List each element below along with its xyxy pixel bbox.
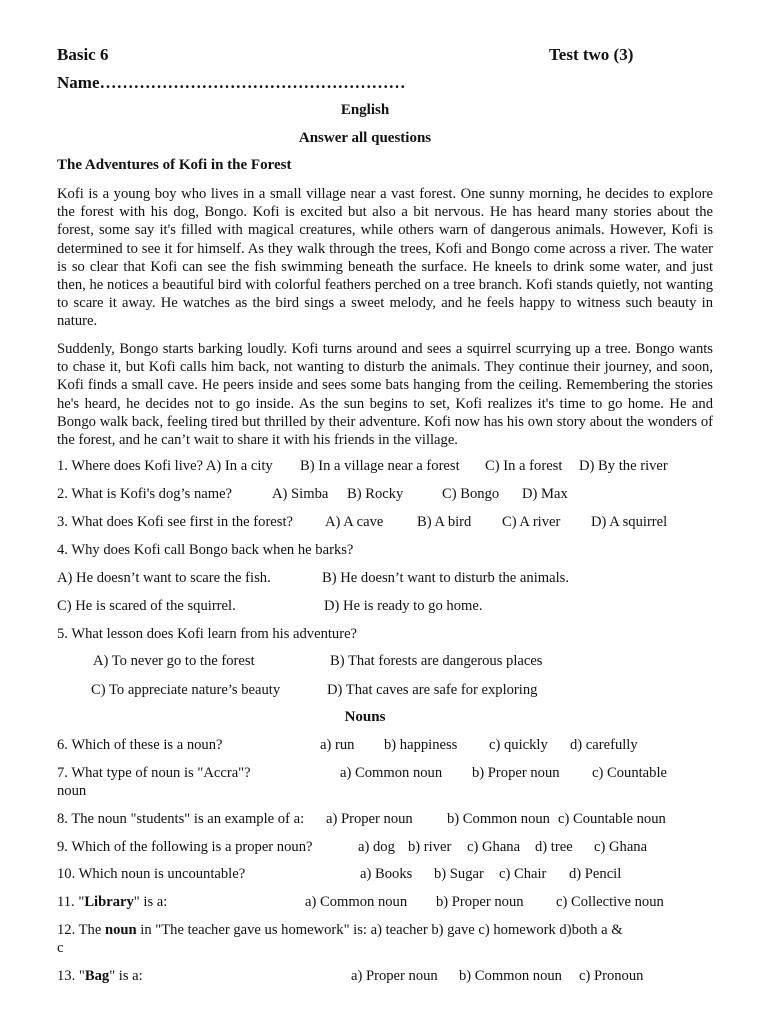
question-3-option-a: A) A cave	[325, 514, 384, 530]
instruction-heading: Answer all questions	[298, 130, 432, 146]
question-9-stem: 9. Which of the following is a proper noun?	[57, 839, 313, 855]
question-5-option-b: B) That forests are dangerous places	[330, 653, 543, 669]
question-7-option-c: c) Countable	[592, 765, 667, 781]
question-12-post: in "The teacher gave us homework" is: a) teacher b) gave c) homework d)both a &	[136, 922, 623, 938]
question-2-option-d: D) Max	[522, 486, 568, 502]
question-1-option-d: D) By the river	[579, 458, 668, 474]
question-3-option-b: B) A bird	[417, 514, 472, 530]
story-title: The Adventures of Kofi in the Forest	[57, 157, 292, 173]
question-6-option-b: b) happiness	[384, 737, 458, 753]
question-4-option-b: B) He doesn’t want to disturb the animals.	[322, 570, 569, 586]
question-11-stem	[57, 894, 167, 911]
question-9-option-a: a) dog	[358, 839, 395, 855]
question-13-option-a: a) Proper noun	[351, 968, 438, 984]
question-12-stem	[57, 922, 623, 939]
question-8-stem: 8. The noun "students" is an example of a:	[57, 811, 305, 827]
name-line: Name………………………………………………	[57, 73, 406, 92]
question-1-option-b: B) In a village near a forest	[300, 458, 460, 474]
question-2-option-b: B) Rocky	[347, 486, 404, 502]
question-8-option-a: a) Proper noun	[326, 811, 413, 827]
question-4-option-d: D) He is ready to go home.	[324, 598, 483, 614]
question-2-option-a: A) Simba	[272, 486, 329, 502]
question-4-option-c: C) He is scared of the squirrel.	[57, 598, 236, 614]
question-9-option-c: c) Ghana	[467, 839, 521, 855]
question-10-option-d: d) Pencil	[569, 866, 622, 882]
story-paragraph-2: Suddenly, Bongo starts barking loudly. Kofi turns around and sees a squirrel scurrying up a tree. Bongo wants to chase it, but Kofi calls him back, not wanting to disturb the animals. They continue their journey, and soon, Kofi finds a small cave. He peers inside and sees some bats hanging from the ceiling. Remembering the stories he's heard, he decides not to go inside. As the sun begins to set, Kofi realizes it's time to go home. He and Bongo walk back, feeling tired but thrilled by their adventure. Kofi now has his own story about the wonders of the forest, and he can’t wait to share it with his friends in the village.	[57, 341, 713, 449]
question-11-pre: 11. "	[57, 894, 85, 910]
question-9-option-d: d) tree	[535, 839, 573, 855]
question-13-keyword: Bag	[84, 968, 110, 984]
question-3-stem: 3. What does Kofi see first in the forest?	[57, 514, 294, 530]
question-4-option-a: A) He doesn’t want to scare the fish.	[57, 570, 271, 586]
question-10-option-b: b) Sugar	[434, 866, 484, 882]
question-6-option-c: c) quickly	[489, 737, 548, 753]
question-12-wrap: c	[57, 940, 64, 956]
question-7-stem: 7. What type of noun is "Accra"?	[57, 765, 251, 781]
question-11-keyword: Library	[84, 894, 134, 910]
question-10-option-a: a) Books	[360, 866, 413, 882]
nouns-heading: Nouns	[344, 709, 386, 725]
question-13-stem	[57, 968, 143, 985]
question-13-pre: 13. "	[57, 968, 85, 984]
class-label: Basic 6	[57, 45, 109, 64]
test-label: Test two (3)	[549, 45, 634, 64]
question-2-stem: 2. What is Kofi's dog’s name?	[57, 486, 233, 502]
question-9-option-b: b) river	[408, 839, 452, 855]
question-7-option-b: b) Proper noun	[472, 765, 560, 781]
subject-heading: English	[340, 102, 390, 118]
question-6-stem: 6. Which of these is a noun?	[57, 737, 223, 753]
question-4-stem: 4. Why does Kofi call Bongo back when he barks?	[57, 542, 354, 558]
story-paragraph-1: Kofi is a young boy who lives in a small village near a vast forest. One sunny morning, he decides to explore the forest with his dog, Bongo. Kofi is excited but also a bit nervous. He has heard many stories about the forest, some say it's filled with magical creatures, while others warn of dangerous animals. However, Kofi is determined to see it for himself. As they walk through the trees, Kofi and Bongo come across a river. The water is so clear that Kofi can see the fish swimming beneath the surface. He kneels to drink some water, and just then, he notices a beautiful bird with colorful feathers perched on a tree branch. Kofi stands quietly, not wanting to scare it away. He watches as the bird sings a sweet melody, and he feels happy to witness such beauty in nature.	[57, 186, 713, 330]
question-2-option-c: C) Bongo	[442, 486, 500, 502]
question-9-option-e: c) Ghana	[594, 839, 648, 855]
question-13-option-b: b) Common noun	[459, 968, 562, 984]
question-6-option-a: a) run	[320, 737, 355, 753]
question-7-wrap: noun	[57, 783, 87, 799]
question-5-option-c: C) To appreciate nature’s beauty	[91, 682, 281, 698]
question-3-option-d: D) A squirrel	[591, 514, 668, 530]
question-12-keyword: noun	[104, 922, 137, 938]
question-6-option-d: d) carefully	[570, 737, 638, 753]
question-3-option-c: C) A river	[502, 514, 561, 530]
question-11-option-c: c) Collective noun	[556, 894, 664, 910]
question-8-option-c: c) Countable noun	[558, 811, 666, 827]
question-11-option-a: a) Common noun	[305, 894, 408, 910]
question-5-stem: 5. What lesson does Kofi learn from his adventure?	[57, 626, 358, 642]
question-12-pre: 12. The	[57, 922, 105, 938]
question-1-option-c: C) In a forest	[485, 458, 563, 474]
question-5-option-d: D) That caves are safe for exploring	[327, 682, 538, 698]
question-7-option-a: a) Common noun	[340, 765, 443, 781]
question-11-post: " is a:	[133, 894, 168, 910]
question-10-option-c: c) Chair	[499, 866, 547, 882]
question-8-option-b: b) Common noun	[447, 811, 550, 827]
question-11-option-b: b) Proper noun	[436, 894, 524, 910]
question-1-stem: 1. Where does Kofi live? A) In a city	[57, 458, 273, 474]
question-10-stem: 10. Which noun is uncountable?	[57, 866, 246, 882]
question-5-option-a: A) To never go to the forest	[93, 653, 255, 669]
question-13-option-c: c) Pronoun	[579, 968, 644, 984]
question-13-post: " is a:	[109, 968, 143, 984]
